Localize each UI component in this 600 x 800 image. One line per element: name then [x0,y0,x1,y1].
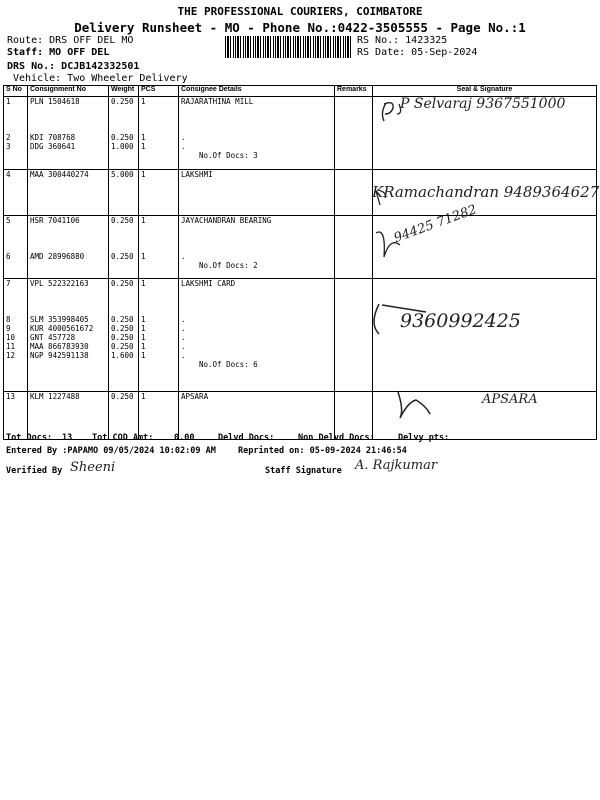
consignee-name: APSARA [181,392,209,401]
sno-value: 4 [6,170,11,179]
vehicle: Vehicle: Two Wheeler Delivery [13,73,188,84]
pcs-value: 1 [141,324,146,333]
consignee-name: . [181,315,186,324]
verified-by-label: Verified By [6,466,63,476]
docs-count: No.Of Docs: 2 [199,261,258,270]
sno-value: 1 [6,97,11,106]
col-header-pcs: PCS [139,86,179,97]
delivery-points-label: Delvy pts: [398,433,450,443]
col-header-consignment: Consignment No [28,86,109,97]
sno-value: 5 [6,216,11,225]
pcs-value: 1 [141,342,146,351]
weight-value: 0.250 [111,97,134,106]
pcs-value: 1 [141,142,146,151]
entered-by: Entered By :PAPAMO 09/05/2024 10:02:09 AM [6,446,216,456]
reprinted-on: Reprinted on: 05-09-2024 21:46:54 [238,446,407,456]
consignment-number: AMD 28996880 [30,252,85,261]
sno-value: 13 [6,392,16,401]
staff-signature: A. Rajkumar [355,458,438,473]
pcs-value: 1 [141,97,146,106]
pcs-value: 1 [141,392,146,401]
consignment-number: VPL 522322163 [30,279,89,288]
consignment-number: GNT 457728 [30,333,76,342]
seal-signature-4: 9360992425 [400,310,521,332]
drs-number: DRS No.: DCJB142332501 [7,61,140,72]
consignment-number: DDG 360641 [30,142,76,151]
consignee-name: . [181,142,186,151]
weight-value: 0.250 [111,333,134,342]
col-header-consignee: Consignee Details [179,86,335,97]
seal-signature-1: P Selvaraj 9367551000 [400,96,566,112]
total-cod-label: Tot COD Amt: [92,433,154,443]
weight-value: 0.250 [111,342,134,351]
pcs-value: 1 [141,170,146,179]
consignment-number: KUR 4000561672 [30,324,94,333]
sno-value: 9 [6,324,11,333]
weight-value: 5.000 [111,170,134,179]
pcs-value: 1 [141,252,146,261]
total-docs-value: 13 [62,433,73,443]
consignee-name: . [181,351,186,360]
sno-value: 6 [6,252,11,261]
pcs-value: 1 [141,315,146,324]
consignment-number: MAA 866783930 [30,342,89,351]
runsheet-title: Delivery Runsheet - MO - Phone No.:0422-3505555 - Page No.:1 [74,20,526,35]
sno-value: 11 [6,342,16,351]
sno-value: 8 [6,315,11,324]
delivered-docs-label: Delvd Docs: [218,433,275,443]
weight-value: 0.250 [111,315,134,324]
consignee-name: . [181,342,186,351]
rs-number: RS No.: 1423325 [357,35,448,46]
docs-count: No.Of Docs: 3 [199,151,258,160]
total-cod-value: 0.00 [174,433,195,443]
consignment-number: NGP 942591138 [30,351,89,360]
sno-value: 2 [6,133,11,142]
route: Route: DRS OFF DEL MO [7,35,134,46]
seal-signature-2: KRamachandran 9489364627 [372,183,600,201]
non-delivered-docs-label: Non Delvd Docs: [298,433,375,443]
consignee-name: LAKSHMI CARD [181,279,236,288]
sno-value: 10 [6,333,16,342]
pcs-value: 1 [141,216,146,225]
sno-value: 7 [6,279,11,288]
consignment-number: SLM 353998405 [30,315,89,324]
consignment-number: MAA 300440274 [30,170,89,179]
weight-value: 0.250 [111,324,134,333]
consignee-name: JAYACHANDRAN BEARING [181,216,272,225]
sno-value: 12 [6,351,16,360]
consignment-number: KDI 708768 [30,133,76,142]
pcs-value: 1 [141,133,146,142]
staff-signature-label: Staff Signature [265,466,342,476]
consignee-name: . [181,133,186,142]
staff: Staff: MO OFF DEL [7,47,110,58]
pcs-value: 1 [141,333,146,342]
seal-signature-5: APSARA [482,392,538,407]
weight-value: 0.250 [111,392,134,401]
weight-value: 1.600 [111,351,134,360]
seal-signature-3: 94425 71282 [392,202,479,247]
col-header-seal: Seal & Signature [373,86,597,97]
weight-value: 0.250 [111,252,134,261]
col-header-remarks: Remarks [335,86,373,97]
total-docs-label: Tot Docs: [6,433,53,443]
col-header-weight: Weight [109,86,139,97]
pcs-value: 1 [141,279,146,288]
weight-value: 0.250 [111,216,134,225]
pcs-value: 1 [141,351,146,360]
consignment-number: HSR 7041106 [30,216,80,225]
verified-by-signature: Sheeni [70,460,116,475]
col-header-sno: S No [4,86,28,97]
weight-value: 1.000 [111,142,134,151]
consignee-name: RAJARATHINA MILL [181,97,254,106]
consignee-name: . [181,252,186,261]
consignee-name: . [181,333,186,342]
weight-value: 0.250 [111,133,134,142]
weight-value: 0.250 [111,279,134,288]
consignment-number: KLM 1227488 [30,392,80,401]
rs-date: RS Date: 05-Sep-2024 [357,47,478,58]
company-name: THE PROFESSIONAL COURIERS, COIMBATORE [177,5,423,18]
sno-value: 3 [6,142,11,151]
docs-count: No.Of Docs: 6 [199,360,258,369]
consignee-name: LAKSHMI [181,170,213,179]
consignment-number: PLN 1504618 [30,97,80,106]
consignee-name: . [181,324,186,333]
